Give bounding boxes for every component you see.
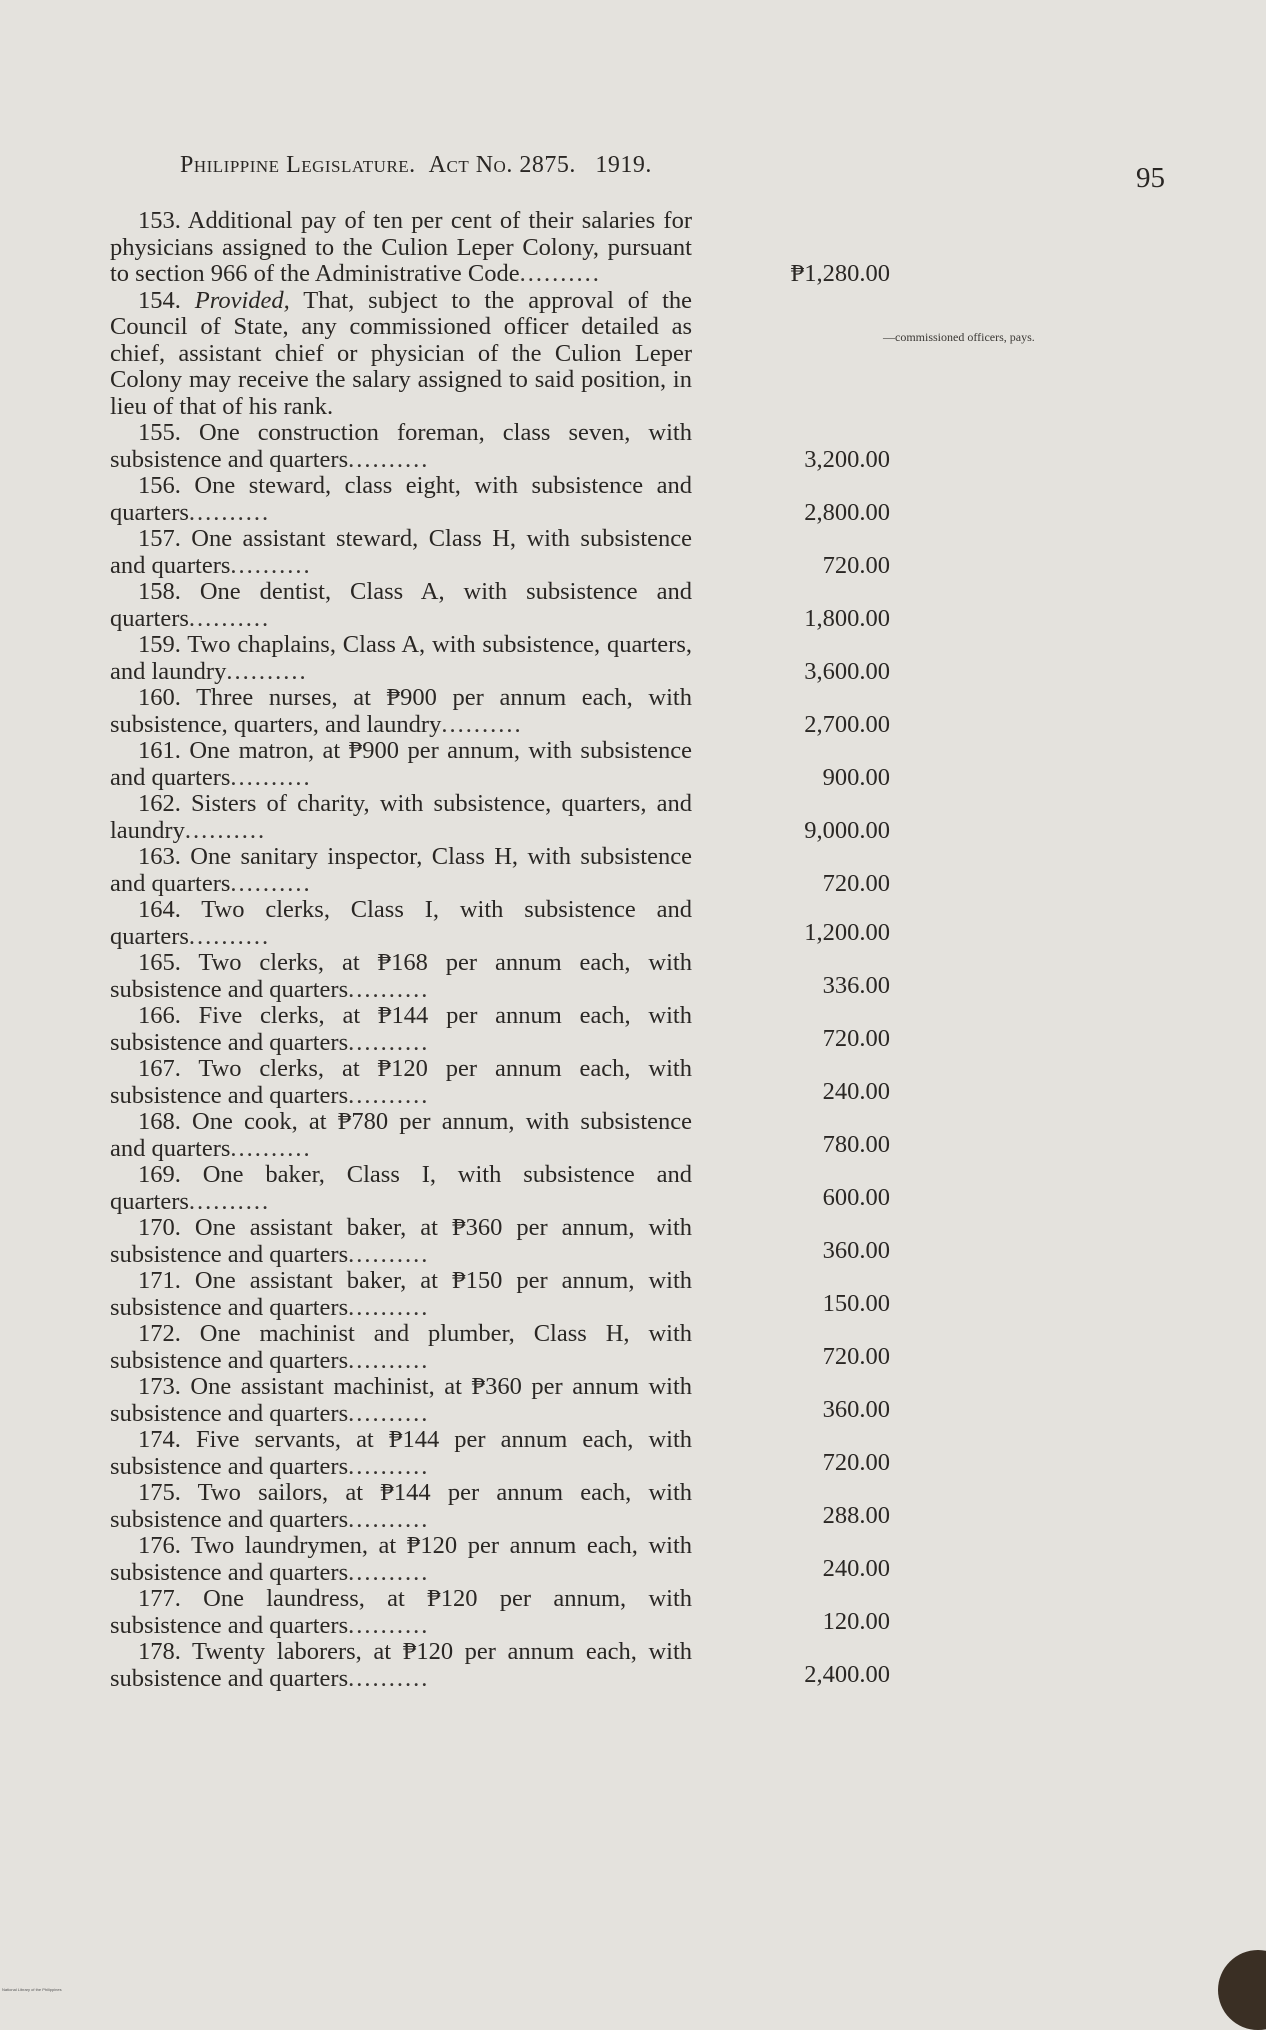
item-number: 171. [138, 1267, 181, 1294]
item-text [110, 1109, 692, 1162]
item-description: Five servants, at ₱144 per annum each, with subsistence and quarters [110, 1426, 692, 1480]
item-description: Two clerks, at ₱120 per annum each, with subsistence and quarters [110, 1055, 692, 1109]
item-text [110, 1374, 692, 1427]
item-text [110, 1003, 692, 1056]
item-text [110, 288, 692, 421]
appropriation-item [110, 288, 890, 421]
item-description: One construction foreman, class seven, with subsistence and quarters [110, 419, 692, 473]
leader-dots: .......... [226, 657, 308, 685]
item-amount: 780.00 [822, 1130, 890, 1158]
leader-dots: .......... [441, 710, 523, 738]
item-text [110, 685, 692, 738]
appropriation-item [110, 1003, 890, 1056]
appropriation-item [110, 897, 890, 950]
item-description: Sisters of charity, with subsistence, quarters, and laundry [110, 790, 693, 844]
item-text [110, 1586, 692, 1639]
appropriation-item [110, 1586, 890, 1639]
item-amount: 2,800.00 [804, 498, 890, 526]
item-number: 174. [138, 1426, 181, 1453]
item-text [110, 791, 692, 844]
item-amount: 720.00 [822, 1342, 890, 1370]
appropriation-item [110, 1374, 890, 1427]
item-amount: 2,400.00 [804, 1660, 890, 1688]
margin-note: —commissioned officers, pays. [883, 330, 1035, 344]
item-amount: 360.00 [822, 1395, 890, 1423]
appropriation-item [110, 1215, 890, 1268]
item-text [110, 844, 692, 897]
item-amount: 720.00 [822, 1024, 890, 1052]
item-description: One assistant steward, Class H, with subsistence and quarters [110, 525, 693, 579]
item-text [110, 1215, 692, 1268]
item-description: Three nurses, at ₱900 per annum each, with subsistence, quarters, and laundry [110, 684, 692, 738]
item-text [110, 1162, 692, 1215]
item-description: Two clerks, Class I, with subsistence and quarters [110, 896, 693, 950]
item-description: One machinist and plumber, Class H, with subsistence and quarters [110, 1320, 692, 1374]
appropriation-item [110, 420, 890, 473]
item-text [110, 950, 692, 1003]
appropriation-item [110, 791, 890, 844]
running-head-legislature: Philippine Legislature. [180, 152, 416, 178]
item-amount: 360.00 [822, 1236, 890, 1264]
appropriation-item [110, 1321, 890, 1374]
item-number: 167. [138, 1055, 181, 1082]
item-description: One cook, at ₱780 per annum, with subsistence and quarters [110, 1108, 693, 1162]
appropriation-item [110, 1533, 890, 1586]
leader-dots: .......... [348, 1346, 430, 1374]
item-text [110, 1268, 692, 1321]
item-description: Additional pay of ten per cent of their salaries for physicians assigned to the Culion Leper Colony, pursuant to section 966 of the Administrative Code [110, 207, 692, 287]
appropriation-item [110, 473, 890, 526]
item-amount: 120.00 [822, 1607, 890, 1635]
item-number: 169. [138, 1161, 181, 1188]
item-description: One baker, Class I, with subsistence and quarters [110, 1161, 693, 1215]
item-amount: 1,800.00 [804, 604, 890, 632]
item-description: Two clerks, at ₱168 per annum each, with subsistence and quarters [110, 949, 692, 1003]
leader-dots: .......... [348, 1081, 430, 1109]
leader-dots: .......... [519, 260, 601, 287]
leader-dots: .......... [348, 1028, 430, 1056]
leader-dots: .......... [348, 1505, 430, 1533]
leader-dots: .......... [188, 604, 271, 632]
item-number: 176. [138, 1532, 181, 1559]
item-description: One sanitary inspector, Class H, with subsistence and quarters [110, 843, 692, 897]
item-amount: 720.00 [822, 869, 890, 897]
item-number: 158. [138, 578, 181, 605]
item-description: One assistant baker, at ₱150 per annum, with subsistence and quarters [110, 1267, 692, 1321]
item-number: 177. [138, 1585, 181, 1612]
item-description: One assistant machinist, at ₱360 per annum with subsistence and quarters [110, 1373, 692, 1427]
item-number: 164. [138, 896, 181, 923]
item-text [110, 738, 692, 791]
item-description: That, subject to the approval of the Council of State, any commissioned officer detailed as chief, assistant chief or physician of the Culion Leper Colony may receive the salary assigned to said position, in lieu of that of his rank. [110, 286, 693, 420]
appropriation-item [110, 1268, 890, 1321]
item-text [110, 526, 692, 579]
appropriation-item [110, 526, 890, 579]
item-number: 175. [138, 1479, 181, 1506]
item-text [110, 1533, 692, 1586]
item-number: 162. [138, 790, 181, 817]
item-amount: 2,700.00 [804, 710, 890, 738]
leader-dots: .......... [348, 1558, 430, 1586]
item-amount: 1,200.00 [804, 918, 890, 946]
item-proviso: Provided, [194, 286, 290, 314]
leader-dots: .......... [348, 1611, 430, 1639]
item-description: Two chaplains, Class A, with subsistence, quarters, and laundry [110, 631, 692, 685]
item-amount: 600.00 [822, 1183, 890, 1211]
appropriation-item [110, 632, 890, 685]
running-head [180, 152, 652, 179]
item-description: Five clerks, at ₱144 per annum each, with subsistence and quarters [110, 1002, 692, 1056]
scan-corner-shadow [1218, 1950, 1266, 2030]
item-number: 168. [138, 1108, 181, 1135]
appropriation-item [110, 208, 890, 288]
appropriation-item [110, 685, 890, 738]
item-amount: ₱1,280.00 [790, 260, 890, 287]
item-number: 173. [138, 1373, 181, 1400]
item-amount: 336.00 [822, 971, 890, 999]
item-amount: 288.00 [822, 1501, 890, 1529]
appropriation-item [110, 738, 890, 791]
item-number: 153. [138, 207, 181, 234]
item-description: Two laundrymen, at ₱120 per annum each, with subsistence and quarters [110, 1532, 692, 1586]
leader-dots: .......... [188, 922, 271, 950]
leader-dots: .......... [230, 869, 312, 897]
item-number: 166. [138, 1002, 181, 1029]
item-text [110, 632, 692, 685]
item-amount: 3,600.00 [804, 657, 890, 685]
item-text [110, 473, 692, 526]
item-text [110, 1056, 692, 1109]
item-text [110, 420, 692, 473]
appropriation-item [110, 579, 890, 632]
page-number: 95 [1136, 162, 1165, 194]
item-number: 163. [138, 843, 181, 870]
item-text [110, 208, 692, 288]
running-head-act: Act No. 2875. [428, 152, 576, 178]
item-text [110, 1480, 692, 1533]
appropriation-item [110, 950, 890, 1003]
library-stamp: National Library of the Philippines [2, 1987, 62, 1992]
leader-dots: .......... [230, 1134, 312, 1162]
item-number: 155. [138, 419, 181, 446]
item-number: 159. [138, 631, 181, 658]
leader-dots: .......... [348, 1293, 430, 1321]
item-amount: 9,000.00 [804, 816, 890, 844]
item-amount: 240.00 [822, 1077, 890, 1105]
appropriation-list [110, 208, 890, 1692]
appropriation-item [110, 1427, 890, 1480]
appropriation-item [110, 1162, 890, 1215]
item-number: 165. [138, 949, 181, 976]
item-amount: 150.00 [822, 1289, 890, 1317]
leader-dots: .......... [230, 763, 312, 791]
leader-dots: .......... [348, 1399, 430, 1427]
item-number: 172. [138, 1320, 181, 1347]
item-text [110, 579, 692, 632]
leader-dots: .......... [188, 1187, 271, 1215]
appropriation-item [110, 1109, 890, 1162]
leader-dots: .......... [348, 1240, 430, 1268]
running-head-year: 1919. [595, 152, 652, 178]
item-text [110, 1639, 692, 1692]
leader-dots: .......... [230, 551, 312, 579]
item-text [110, 1427, 692, 1480]
item-number: 154. [138, 286, 181, 314]
item-amount: 3,200.00 [804, 445, 890, 473]
item-number: 178. [138, 1638, 181, 1665]
item-description: One matron, at ₱900 per annum, with subsistence and quarters [110, 737, 692, 791]
item-description: One assistant baker, at ₱360 per annum, with subsistence and quarters [110, 1214, 692, 1268]
item-description: One laundress, at ₱120 per annum, with subsistence and quarters [110, 1585, 692, 1639]
item-text [110, 897, 692, 950]
item-description: Twenty laborers, at ₱120 per annum each, with subsistence and quarters [110, 1638, 692, 1692]
item-amount: 240.00 [822, 1554, 890, 1582]
item-number: 160. [138, 684, 181, 711]
item-amount: 720.00 [822, 1448, 890, 1476]
item-number: 161. [138, 737, 181, 764]
item-amount: 720.00 [822, 551, 890, 579]
leader-dots: .......... [348, 975, 430, 1003]
leader-dots: .......... [348, 445, 430, 473]
leader-dots: .......... [184, 816, 267, 844]
leader-dots: .......... [188, 498, 271, 526]
item-description: One steward, class eight, with subsistence and quarters [110, 472, 692, 526]
item-number: 156. [138, 472, 181, 499]
item-amount: 900.00 [822, 763, 890, 791]
leader-dots: .......... [348, 1452, 430, 1480]
appropriation-item [110, 1056, 890, 1109]
item-number: 157. [138, 525, 181, 552]
appropriation-item [110, 844, 890, 897]
appropriation-item [110, 1639, 890, 1692]
leader-dots: .......... [348, 1664, 430, 1692]
appropriation-item [110, 1480, 890, 1533]
item-number: 170. [138, 1214, 181, 1241]
item-description: One dentist, Class A, with subsistence and quarters [110, 578, 692, 632]
item-description: Two sailors, at ₱144 per annum each, with subsistence and quarters [110, 1479, 692, 1533]
item-text [110, 1321, 692, 1374]
